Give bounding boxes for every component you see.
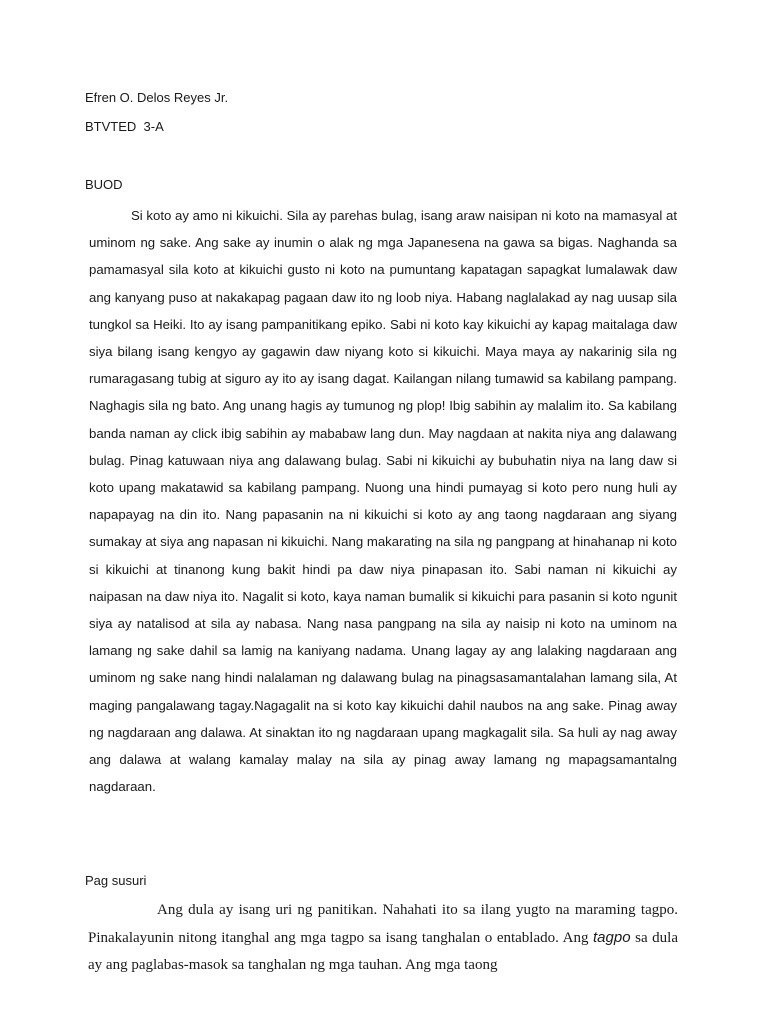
pagsusuri-text-part1: Ang dula ay isang uri ng panitikan. Nahahati ito sa ilang yugto na maraming tagpo. Pinakalayunin nitong itanghal ang mga tagpo sa isang tanghalan o entablado. Ang [88, 902, 678, 946]
buod-heading: BUOD [85, 177, 123, 192]
author-name: Efren O. Delos Reyes Jr. [85, 90, 229, 105]
pagsusuri-text-part2: sa dula ay ang paglabas-masok sa tanghalan ng mga tauhan. Ang mga taong [88, 930, 678, 973]
pagsusuri-heading: Pag susuri [85, 873, 147, 888]
buod-paragraph [89, 202, 677, 800]
class-section: BTVTED 3-A [85, 119, 164, 134]
pagsusuri-paragraph [88, 897, 678, 979]
buod-text: Si koto ay amo ni kikuichi. Sila ay parehas bulag, isang araw naisipan ni koto na mamasyal at uminom ng sake. Ang sake ay inumin o alak ng mga Japanesena na gawa sa bigas. Naghanda sa pamamasyal sila koto at kikuichi gusto ni koto na pumuntang kapatagan sapagkat lumalawak daw ang kanyang puso at nakakapag pagaan daw ito ng loob niya. Habang naglalakad ay nag uusap sila tungkol sa Heiki. Ito ay isang pampanitikang epiko. Sabi ni koto kay kikuichi ay kapag maitalaga daw siya bilang isang kengyo ay gagawin daw niyang koto si kikuichi. Maya maya ay nakarinig sila ng rumaragasang tubig at siguro ay ito ay isang dagat. Kailangan nilang tumawid sa kabilang pampang. Naghagis sila ng bato. Ang unang hagis ay tumunog ng plop! Ibig sabihin ay malalim ito. Sa kabilang banda naman ay click ibig sabihin ay mababaw lang dun. May nagdaan at nakita niya ang dalawang bulag. Pinag katuwaan niya ang dalawang bulag. Sabi ni kikuichi ay bubuhatin niya na lang daw si koto upang makatawid sa kabilang pampang. Nuong una hindi pumayag si koto pero nung huli ay napapayag na din ito. Nang papasanin na ni kikuichi si koto ay ang taong nagdaraan ang siyang sumakay at siya ang napasan ni kikuichi. Nang makarating na sila ng pangpang at hinahanap ni koto si kikuichi at tinanong kung bakit hindi pa daw niya pinapasan ito. Sabi naman ni kikuichi ay naipasan na daw niya ito. Nagalit si koto, kaya naman bumalik si kikuichi para pasanin si koto ngunit siya ay natalisod at sila ay nabasa. Nang nasa pangpang na sila ay naisip ni koto na uminom na lamang ng sake dahil sa lamig na kaniyang nadama. Unang lagay ay ang lalaking nagdaraan ang uminom ng sake nang hindi nalalaman ng dalawang bulag na pinagsasamantalahan lamang sila, At maging pangalawang tagay.Nagagalit na si koto kay kikuichi dahil naubos na ang sake. Pinag away ng nagdaraan ang dalawa. At sinaktan ito ng nagdaraan upang magkagalit sila. Sa huli ay nag away ang dalawa at walang kamalay malay na sila ay pinag away lamang ng mapagsamantalng nagdaraan. [89, 208, 677, 795]
pagsusuri-text-emphasis: tagpo [593, 929, 631, 946]
